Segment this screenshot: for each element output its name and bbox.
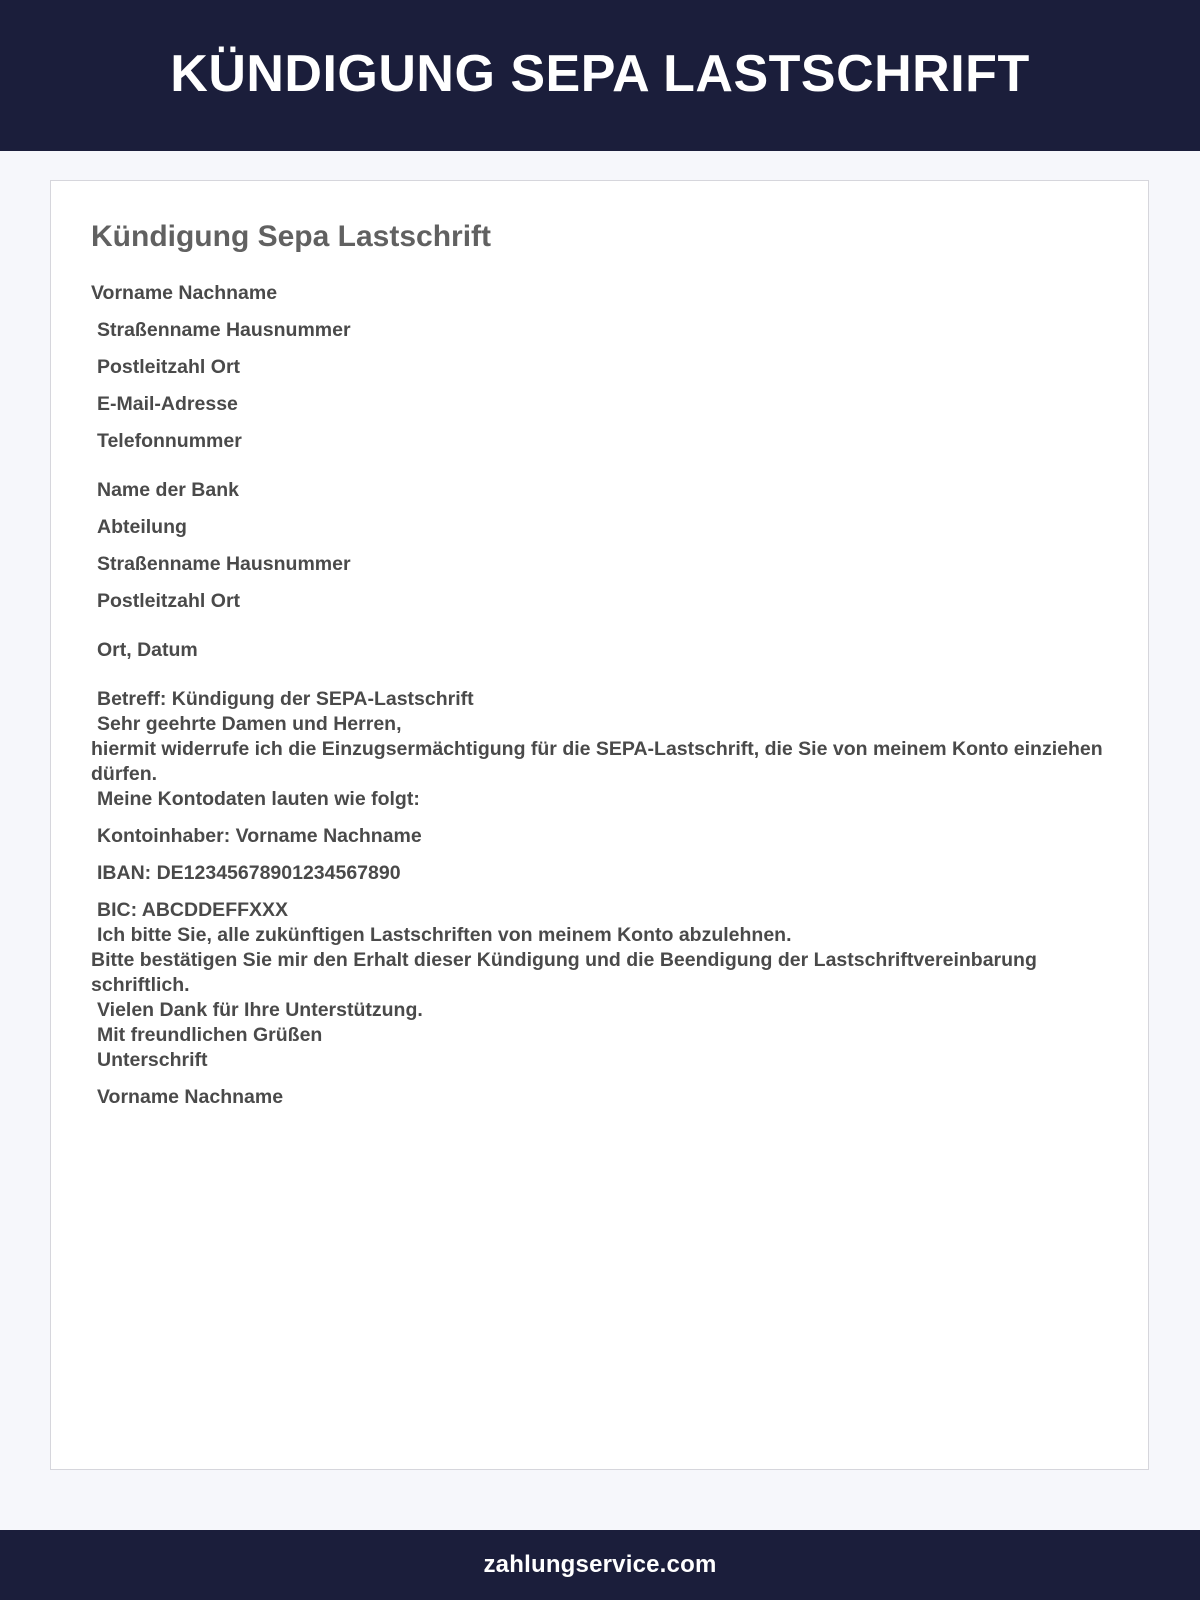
place-date: Ort, Datum [97, 639, 198, 661]
recipient-department: Abteilung [97, 516, 187, 538]
account-holder: Kontoinhaber: Vorname Nachname [97, 825, 422, 847]
bic: BIC: ABCDDEFFXXX [97, 899, 289, 921]
signature-name: Vorname Nachname [97, 1086, 284, 1108]
revoke-paragraph: hiermit widerrufe ich die Einzugsermächtigung für die SEPA-Lastschrift, die Sie von meinem Konto einziehen dürfen. [91, 738, 1103, 785]
signature-label: Unterschrift [97, 1049, 208, 1071]
sender-name: Vorname Nachname [91, 282, 278, 304]
page-header [0, 0, 1200, 151]
confirmation-paragraph: Bitte bestätigen Sie mir den Erhalt dieser Kündigung und die Beendigung der Lastschriftvereinbarung schriftlich. [91, 949, 1037, 996]
closing-line: Mit freundlichen Grüßen [97, 1024, 323, 1046]
sender-phone: Telefonnummer [97, 430, 242, 452]
request-line: Ich bitte Sie, alle zukünftigen Lastschriften von meinem Konto abzulehnen. [97, 924, 792, 946]
sender-street: Straßenname Hausnummer [97, 319, 351, 341]
iban: IBAN: DE12345678901234567890 [97, 862, 401, 884]
account-intro: Meine Kontodaten lauten wie folgt: [97, 788, 420, 810]
thanks-line: Vielen Dank für Ihre Unterstützung. [97, 999, 423, 1021]
sender-email: E-Mail-Adresse [97, 393, 238, 415]
page-title: KÜNDIGUNG SEPA LASTSCHRIFT [170, 44, 1030, 103]
page-footer [0, 1530, 1200, 1600]
footer-site: zahlungservice.com [483, 1551, 717, 1578]
salutation: Sehr geehrte Damen und Herren, [97, 713, 402, 735]
recipient-city: Postleitzahl Ort [97, 590, 241, 612]
subject-line: Betreff: Kündigung der SEPA-Lastschrift [97, 688, 474, 710]
recipient-bank: Name der Bank [97, 479, 239, 501]
recipient-street: Straßenname Hausnummer [97, 553, 351, 575]
letter-title: Kündigung Sepa Lastschrift [91, 220, 492, 253]
letter-card [50, 180, 1149, 1470]
sender-city: Postleitzahl Ort [97, 356, 241, 378]
